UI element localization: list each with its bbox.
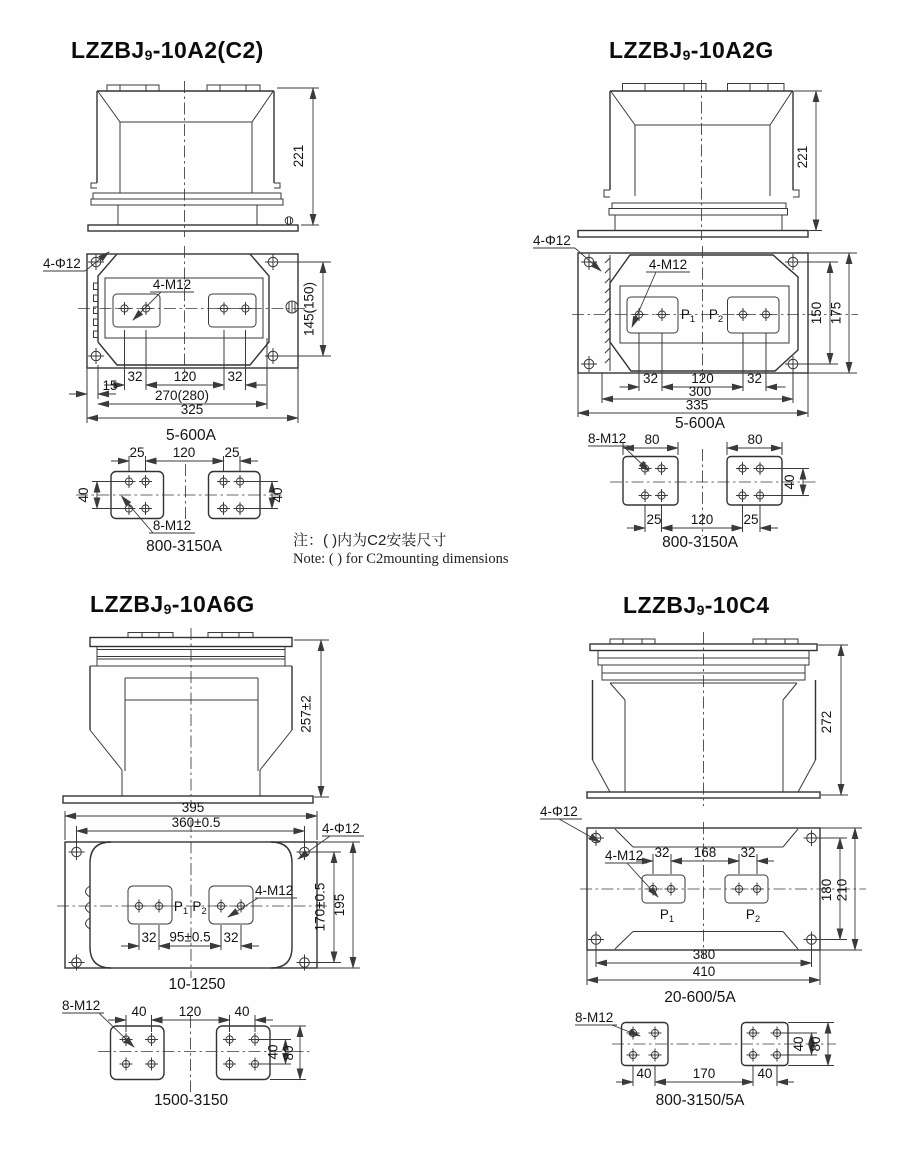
label-main: P bbox=[680, 307, 690, 322]
callout-hole: 4-Φ12 bbox=[43, 256, 81, 271]
terminal-p1-label bbox=[660, 907, 674, 925]
c4-pads-view bbox=[575, 1010, 836, 1109]
label-main: P bbox=[745, 907, 755, 922]
current-range-label: 800-3150A bbox=[146, 538, 222, 555]
dim-label: 40 bbox=[76, 487, 91, 503]
dim-side: 145(150) bbox=[301, 281, 317, 337]
dim-label: 380 bbox=[692, 947, 716, 962]
dim-label: 40 bbox=[791, 1036, 806, 1052]
dim-label: 120 bbox=[173, 369, 197, 384]
terminal-hole-icon bbox=[639, 462, 652, 475]
label-sub: 1 bbox=[689, 314, 696, 325]
dim-label: 32 bbox=[227, 369, 243, 384]
dim-label: 25 bbox=[129, 445, 145, 460]
dim-height: 272 bbox=[819, 710, 834, 734]
a6g-pads-view bbox=[62, 998, 310, 1109]
a2-pads-view bbox=[76, 445, 285, 555]
label-sub: 1 bbox=[182, 906, 189, 917]
title-subscript: 9 bbox=[682, 47, 691, 63]
dim-label: 120 bbox=[178, 1004, 202, 1019]
dim-label: 25 bbox=[224, 445, 240, 460]
terminal-hole-icon bbox=[223, 1058, 236, 1071]
dim-label: 120 bbox=[172, 445, 196, 460]
dim-label: 32 bbox=[127, 369, 143, 384]
terminal-hole-icon bbox=[627, 1027, 640, 1040]
dim-label: 80 bbox=[747, 432, 763, 447]
a2-front-view bbox=[88, 81, 319, 237]
label-main: P bbox=[708, 307, 718, 322]
label-main: P bbox=[659, 907, 669, 922]
current-range-label: 20-600/5A bbox=[664, 989, 736, 1006]
current-range-label: 1500-3150 bbox=[153, 1092, 229, 1109]
terminal-hole-icon bbox=[139, 475, 152, 488]
title-subscript: 9 bbox=[144, 47, 153, 63]
label-main: P bbox=[192, 899, 202, 914]
callout-stud: 8-M12 bbox=[588, 431, 627, 446]
dim-label: 32 bbox=[223, 930, 239, 945]
a6g-top-view bbox=[57, 800, 364, 993]
a2g-pads-view bbox=[588, 431, 818, 551]
current-range-label: 5-600A bbox=[675, 415, 725, 432]
terminal-hole-icon bbox=[747, 1027, 760, 1040]
label-sub: 1 bbox=[668, 914, 675, 925]
terminal-hole-icon bbox=[120, 1058, 133, 1071]
label-sub: 2 bbox=[717, 314, 724, 325]
terminal-hole-icon bbox=[223, 1033, 236, 1046]
current-range-label: 5-600A bbox=[166, 427, 216, 444]
a2g-top-view bbox=[533, 233, 858, 432]
ground-bolt-icon bbox=[286, 301, 298, 313]
dim-label: 410 bbox=[692, 964, 716, 979]
dim-label: 120 bbox=[690, 512, 714, 527]
dim-label: 170 bbox=[692, 1066, 716, 1081]
dim-label: 25 bbox=[646, 512, 662, 527]
ground-screw-icon bbox=[285, 217, 293, 225]
mounting-hole-icon bbox=[588, 830, 604, 846]
terminal-hole-icon bbox=[145, 1033, 158, 1046]
terminal-hole-icon bbox=[234, 502, 247, 515]
title-text: -10A2G bbox=[690, 37, 774, 63]
dim-label: 40 bbox=[265, 1044, 281, 1060]
callout-stud: 8-M12 bbox=[62, 998, 101, 1013]
terminal-hole-icon bbox=[139, 502, 152, 515]
dim-label: 360±0.5 bbox=[171, 815, 221, 830]
mounting-hole-icon bbox=[88, 348, 104, 364]
dim-label: 335 bbox=[685, 397, 709, 413]
a6g-front-view bbox=[63, 628, 329, 808]
callout-stud: 8-M12 bbox=[152, 518, 192, 533]
terminal-hole-icon bbox=[217, 475, 230, 488]
terminal-p1-label bbox=[681, 307, 695, 325]
callout-hole: 4-Φ12 bbox=[540, 804, 578, 819]
dim-label: 150 bbox=[809, 301, 824, 325]
dim-label: 32 bbox=[654, 845, 670, 860]
label-sub: 2 bbox=[754, 914, 761, 925]
dim-label: 95±0.5 bbox=[169, 929, 211, 945]
dim-label: 80 bbox=[644, 432, 660, 447]
title-text: LZZBJ bbox=[90, 591, 164, 617]
terminal-hole-icon bbox=[655, 462, 668, 475]
note-chinese: 注：( )内为C2安装尺寸 bbox=[293, 532, 447, 549]
terminal-hole-icon bbox=[736, 489, 749, 502]
terminal-hole-icon bbox=[754, 462, 767, 475]
dim-label: 170±0.5 bbox=[312, 882, 328, 932]
callout-stud: 8-M12 bbox=[575, 1010, 614, 1025]
terminal-hole-icon bbox=[747, 1049, 760, 1062]
terminal-hole-icon bbox=[234, 475, 247, 488]
dim-label: 40 bbox=[270, 487, 285, 503]
dim-label: 32 bbox=[141, 930, 157, 945]
title-text: LZZBJ bbox=[623, 592, 697, 618]
terminal-hole-icon bbox=[639, 489, 652, 502]
current-range-label: 800-3150A bbox=[662, 534, 738, 551]
title-text: -10C4 bbox=[704, 592, 770, 618]
dim-label: 210 bbox=[834, 878, 850, 902]
dim-label: 270(280) bbox=[154, 388, 210, 403]
terminal-hole-icon bbox=[627, 1049, 640, 1062]
dim-label: 80 bbox=[808, 1036, 823, 1052]
terminal-hole-icon bbox=[123, 475, 136, 488]
title-text: -10A6G bbox=[171, 591, 255, 617]
mounting-hole-icon bbox=[69, 844, 85, 860]
terminal-hole-icon bbox=[649, 1049, 662, 1062]
dim-label: 40 bbox=[234, 1004, 250, 1019]
dim-height: 221 bbox=[291, 144, 306, 168]
dim-label: 40 bbox=[757, 1066, 773, 1081]
terminal-hole-icon bbox=[649, 1027, 662, 1040]
dim-label: 195 bbox=[332, 893, 347, 917]
terminal-hole-icon bbox=[754, 489, 767, 502]
a2g-front-view bbox=[578, 80, 822, 240]
dim-label: 32 bbox=[740, 845, 756, 860]
dim-label: 120 bbox=[691, 371, 714, 386]
current-range-label: 10-1250 bbox=[168, 976, 226, 993]
dim-label: 395 bbox=[181, 800, 205, 815]
title-subscript: 9 bbox=[163, 601, 172, 617]
terminal-p2-label bbox=[709, 307, 723, 325]
c4-front-view bbox=[587, 632, 848, 806]
dim-label: 168 bbox=[693, 845, 717, 860]
dim-label: 40 bbox=[636, 1066, 652, 1081]
dim-label: 40 bbox=[782, 474, 797, 490]
title-text: LZZBJ bbox=[609, 37, 683, 63]
terminal-hole-icon bbox=[123, 502, 136, 515]
dim-height: 257±2 bbox=[298, 695, 314, 733]
callout-hole: 4-Φ12 bbox=[322, 821, 360, 836]
mounting-hole-icon bbox=[581, 254, 597, 270]
dim-label: 300 bbox=[688, 384, 712, 399]
dim-label: 180 bbox=[819, 878, 834, 902]
callout-hole: 4-Φ12 bbox=[533, 233, 571, 248]
terminal-p2-label bbox=[746, 907, 760, 925]
dim-label: 15 bbox=[102, 378, 118, 393]
label-main: P bbox=[173, 899, 183, 914]
a2-top-view bbox=[43, 246, 331, 444]
dim-label: 40 bbox=[131, 1004, 147, 1019]
dim-label: 80 bbox=[281, 1045, 296, 1061]
terminal-p1-label bbox=[174, 899, 188, 917]
label-sub: 2 bbox=[201, 906, 207, 917]
c4-top-view bbox=[540, 804, 866, 1006]
callout-stud: 4-M12 bbox=[648, 257, 688, 272]
note-english: Note: ( ) for C2mounting dimensions bbox=[293, 551, 509, 567]
title-subscript: 9 bbox=[696, 602, 705, 618]
dim-label: 32 bbox=[746, 371, 763, 386]
dim-label: 325 bbox=[180, 402, 204, 417]
title-text: -10A2(C2) bbox=[152, 37, 264, 63]
current-range-label: 800-3150/5A bbox=[655, 1092, 745, 1109]
terminal-hole-icon bbox=[736, 462, 749, 475]
callout-stud: 4-M12 bbox=[605, 848, 644, 863]
terminal-hole-icon bbox=[145, 1058, 158, 1071]
title-text: LZZBJ bbox=[71, 37, 145, 63]
mounting-hole-icon bbox=[581, 356, 597, 372]
terminal-hole-icon bbox=[217, 502, 230, 515]
dim-height: 221 bbox=[795, 145, 810, 169]
callout-stud: 4-M12 bbox=[152, 277, 192, 292]
dim-label: 32 bbox=[642, 371, 659, 386]
callout-stud: 4-M12 bbox=[255, 883, 294, 898]
terminal-hole-icon bbox=[655, 489, 668, 502]
dim-label: 25 bbox=[743, 512, 759, 527]
terminal-p2-label bbox=[192, 899, 206, 917]
dim-label: 175 bbox=[828, 301, 844, 325]
